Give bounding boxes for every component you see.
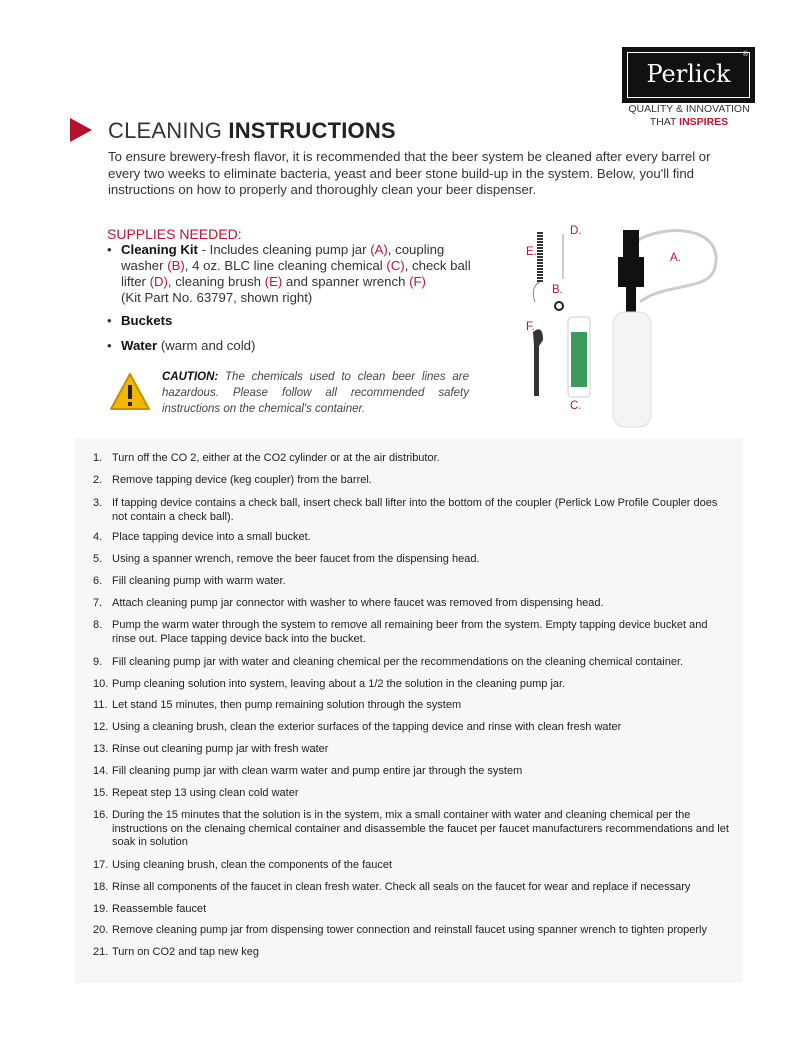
water-label: Water bbox=[121, 338, 158, 353]
ref-e: (E) bbox=[264, 274, 283, 289]
step-item bbox=[93, 809, 733, 850]
label-d: D. bbox=[570, 225, 582, 237]
kit-text: - Includes cleaning pump jar bbox=[197, 242, 371, 257]
step-item bbox=[93, 531, 733, 545]
step-text: Let stand 15 minutes, then pump remaining solution through the system bbox=[112, 699, 462, 711]
step-text: Remove cleaning pump jar from dispensing tower connection and reinstall faucet using spanner wrench to tighten properly bbox=[112, 924, 707, 936]
step-text: Fill cleaning pump with warm water. bbox=[112, 575, 286, 587]
water-note: (warm and cold) bbox=[157, 338, 256, 353]
step-item bbox=[93, 946, 733, 960]
kit-text: , coupling washer bbox=[121, 242, 445, 273]
cleaning-kit-image bbox=[515, 222, 745, 437]
registered-mark: ® bbox=[742, 51, 748, 58]
step-text: During the 15 minutes that the solution is in the system, mix a small container with water and cleaning chemical per the instructions on the clenaing chemical container and disassemble the faucet per faucet manufacturers recommendations and let soak in solution bbox=[112, 809, 729, 848]
step-text: Turn on CO2 and tap new keg bbox=[112, 946, 259, 958]
step-number: 4. bbox=[93, 531, 103, 543]
label-c: C. bbox=[570, 400, 582, 412]
supply-cleaning-kit: • Cleaning Kit - Includes cleaning pump jar (A), coupling washer (B), 4 oz. BLC line cleaning chemical (C), check ball lifter (D), cleaning brush (E) and spanner wrench (F) (Kit Part No. 63797, shown right) bbox=[107, 242, 471, 305]
step-number: 20. bbox=[93, 924, 109, 936]
step-number: 16. bbox=[93, 809, 109, 821]
step-item bbox=[93, 881, 733, 895]
supply-water: • Water (warm and cold) bbox=[107, 338, 256, 353]
step-item bbox=[93, 597, 733, 611]
step-item bbox=[93, 474, 733, 488]
step-number: 10. bbox=[93, 678, 109, 690]
title-bold: INSTRUCTIONS bbox=[228, 118, 396, 143]
tagline-line1: QUALITY & INNOVATION bbox=[628, 103, 750, 115]
step-text: Pump the warm water through the system to remove all remaining beer from the system. Empty tapping device bucket and rinse out. Place tapping device back into the bucket. bbox=[112, 619, 708, 645]
title-light: CLEANING bbox=[108, 118, 229, 143]
step-number: 13. bbox=[93, 743, 109, 755]
step-number: 7. bbox=[93, 597, 103, 609]
step-number: 12. bbox=[93, 721, 109, 733]
step-item bbox=[93, 787, 733, 801]
step-item bbox=[93, 721, 733, 735]
step-text: Using a cleaning brush, clean the exterior surfaces of the tapping device and rinse with clean fresh water bbox=[112, 721, 622, 733]
step-number: 8. bbox=[93, 619, 103, 631]
step-text: Turn off the CO 2, either at the CO2 cylinder or at the air distributor. bbox=[112, 452, 440, 464]
label-a: A. bbox=[670, 252, 681, 264]
tagline-emph: INSPIRES bbox=[679, 116, 729, 128]
kit-text: , 4 oz. BLC line cleaning chemical bbox=[184, 258, 387, 273]
step-item bbox=[93, 743, 733, 757]
kit-text: , cleaning brush bbox=[167, 274, 265, 289]
step-text: Fill cleaning pump jar with clean warm water and pump entire jar through the system bbox=[112, 765, 523, 777]
step-text: Using cleaning brush, clean the components of the faucet bbox=[112, 859, 393, 871]
step-text: Rinse all components of the faucet in clean fresh water. Check all seals on the faucet for wear and replace if necessary bbox=[112, 881, 691, 893]
step-text: If tapping device contains a check ball, insert check ball lifter into the bottom of the coupler (Perlick Low Profile Coupler does not contain a check ball). bbox=[112, 497, 718, 523]
step-item bbox=[93, 699, 733, 713]
triangle-arrow-icon bbox=[70, 118, 92, 142]
step-item bbox=[93, 452, 733, 466]
step-text: Place tapping device into a small bucket. bbox=[112, 531, 311, 543]
supplies-heading: SUPPLIES NEEDED: bbox=[107, 226, 242, 242]
step-number: 14. bbox=[93, 765, 109, 777]
supply-buckets: • Buckets bbox=[107, 313, 173, 328]
page-title bbox=[108, 118, 396, 144]
step-text: Reassemble faucet bbox=[112, 903, 207, 915]
step-item bbox=[93, 656, 733, 670]
step-number: 9. bbox=[93, 656, 103, 668]
intro-paragraph: To ensure brewery-fresh flavor, it is recommended that the beer system be cleaned after every barrel or every two weeks to eliminate bacteria, yeast and beer stone build-up in the system. Below, you'll find instructions on how to properly and thoroughly clean your beer dispenser. bbox=[108, 149, 711, 197]
step-item bbox=[93, 903, 733, 917]
ref-d: (D) bbox=[149, 274, 168, 289]
step-text: Pump cleaning solution into system, leaving about a 1/2 the solution in the cleaning pump jar. bbox=[112, 678, 566, 690]
ref-b: (B) bbox=[167, 258, 185, 273]
step-item bbox=[93, 765, 733, 779]
step-text: Remove tapping device (keg coupler) from the barrel. bbox=[112, 474, 372, 486]
step-text: Repeat step 13 using clean cold water bbox=[112, 787, 299, 799]
step-number: 5. bbox=[93, 553, 103, 565]
kit-name: Cleaning Kit bbox=[121, 242, 198, 257]
step-number: 2. bbox=[93, 474, 103, 486]
step-item bbox=[93, 497, 733, 524]
step-item bbox=[93, 575, 733, 589]
label-f: F. bbox=[526, 321, 535, 333]
step-number: 11. bbox=[93, 699, 108, 711]
step-item bbox=[93, 924, 733, 938]
perlick-logo bbox=[622, 47, 755, 103]
step-item bbox=[93, 553, 733, 567]
logo-text: Perlick bbox=[627, 52, 750, 98]
step-text: Using a spanner wrench, remove the beer faucet from the dispensing head. bbox=[112, 553, 480, 565]
step-number: 15. bbox=[93, 787, 109, 799]
kit-part-no: (Kit Part No. 63797, shown right) bbox=[121, 290, 313, 305]
step-number: 18. bbox=[93, 881, 109, 893]
caution-text: The chemicals used to clean beer lines are hazardous. Please follow all recommended safety instructions on the chemical's container. bbox=[162, 371, 469, 415]
step-text: Rinse out cleaning pump jar with fresh water bbox=[112, 743, 329, 755]
kit-text: , check ball lifter bbox=[121, 258, 471, 289]
kit-text: and spanner wrench bbox=[282, 274, 410, 289]
step-text: Fill cleaning pump jar with water and cleaning chemical per the recommendations on the cleaning chemical container. bbox=[112, 656, 684, 668]
tagline-pre: THAT bbox=[649, 116, 680, 128]
step-number: 6. bbox=[93, 575, 103, 587]
label-e: E. bbox=[526, 246, 537, 258]
step-item bbox=[93, 859, 733, 873]
ref-a: (A) bbox=[370, 242, 388, 257]
label-b: B. bbox=[552, 284, 563, 296]
caution-label: CAUTION: bbox=[162, 371, 219, 383]
warning-icon bbox=[109, 372, 151, 412]
ref-f: (F) bbox=[409, 274, 426, 289]
step-number: 3. bbox=[93, 497, 103, 509]
tagline bbox=[600, 103, 778, 129]
step-text: Attach cleaning pump jar connector with washer to where faucet was removed from dispensing head. bbox=[112, 597, 604, 609]
step-number: 19. bbox=[93, 903, 109, 915]
kit-illustration bbox=[515, 222, 745, 437]
step-item bbox=[93, 619, 733, 646]
step-number: 17. bbox=[93, 859, 109, 871]
ref-c: (C) bbox=[386, 258, 405, 273]
step-item bbox=[93, 678, 733, 692]
caution-note bbox=[162, 369, 469, 417]
step-number: 1. bbox=[93, 452, 103, 464]
step-number: 21. bbox=[93, 946, 109, 958]
buckets-label: Buckets bbox=[121, 313, 173, 328]
